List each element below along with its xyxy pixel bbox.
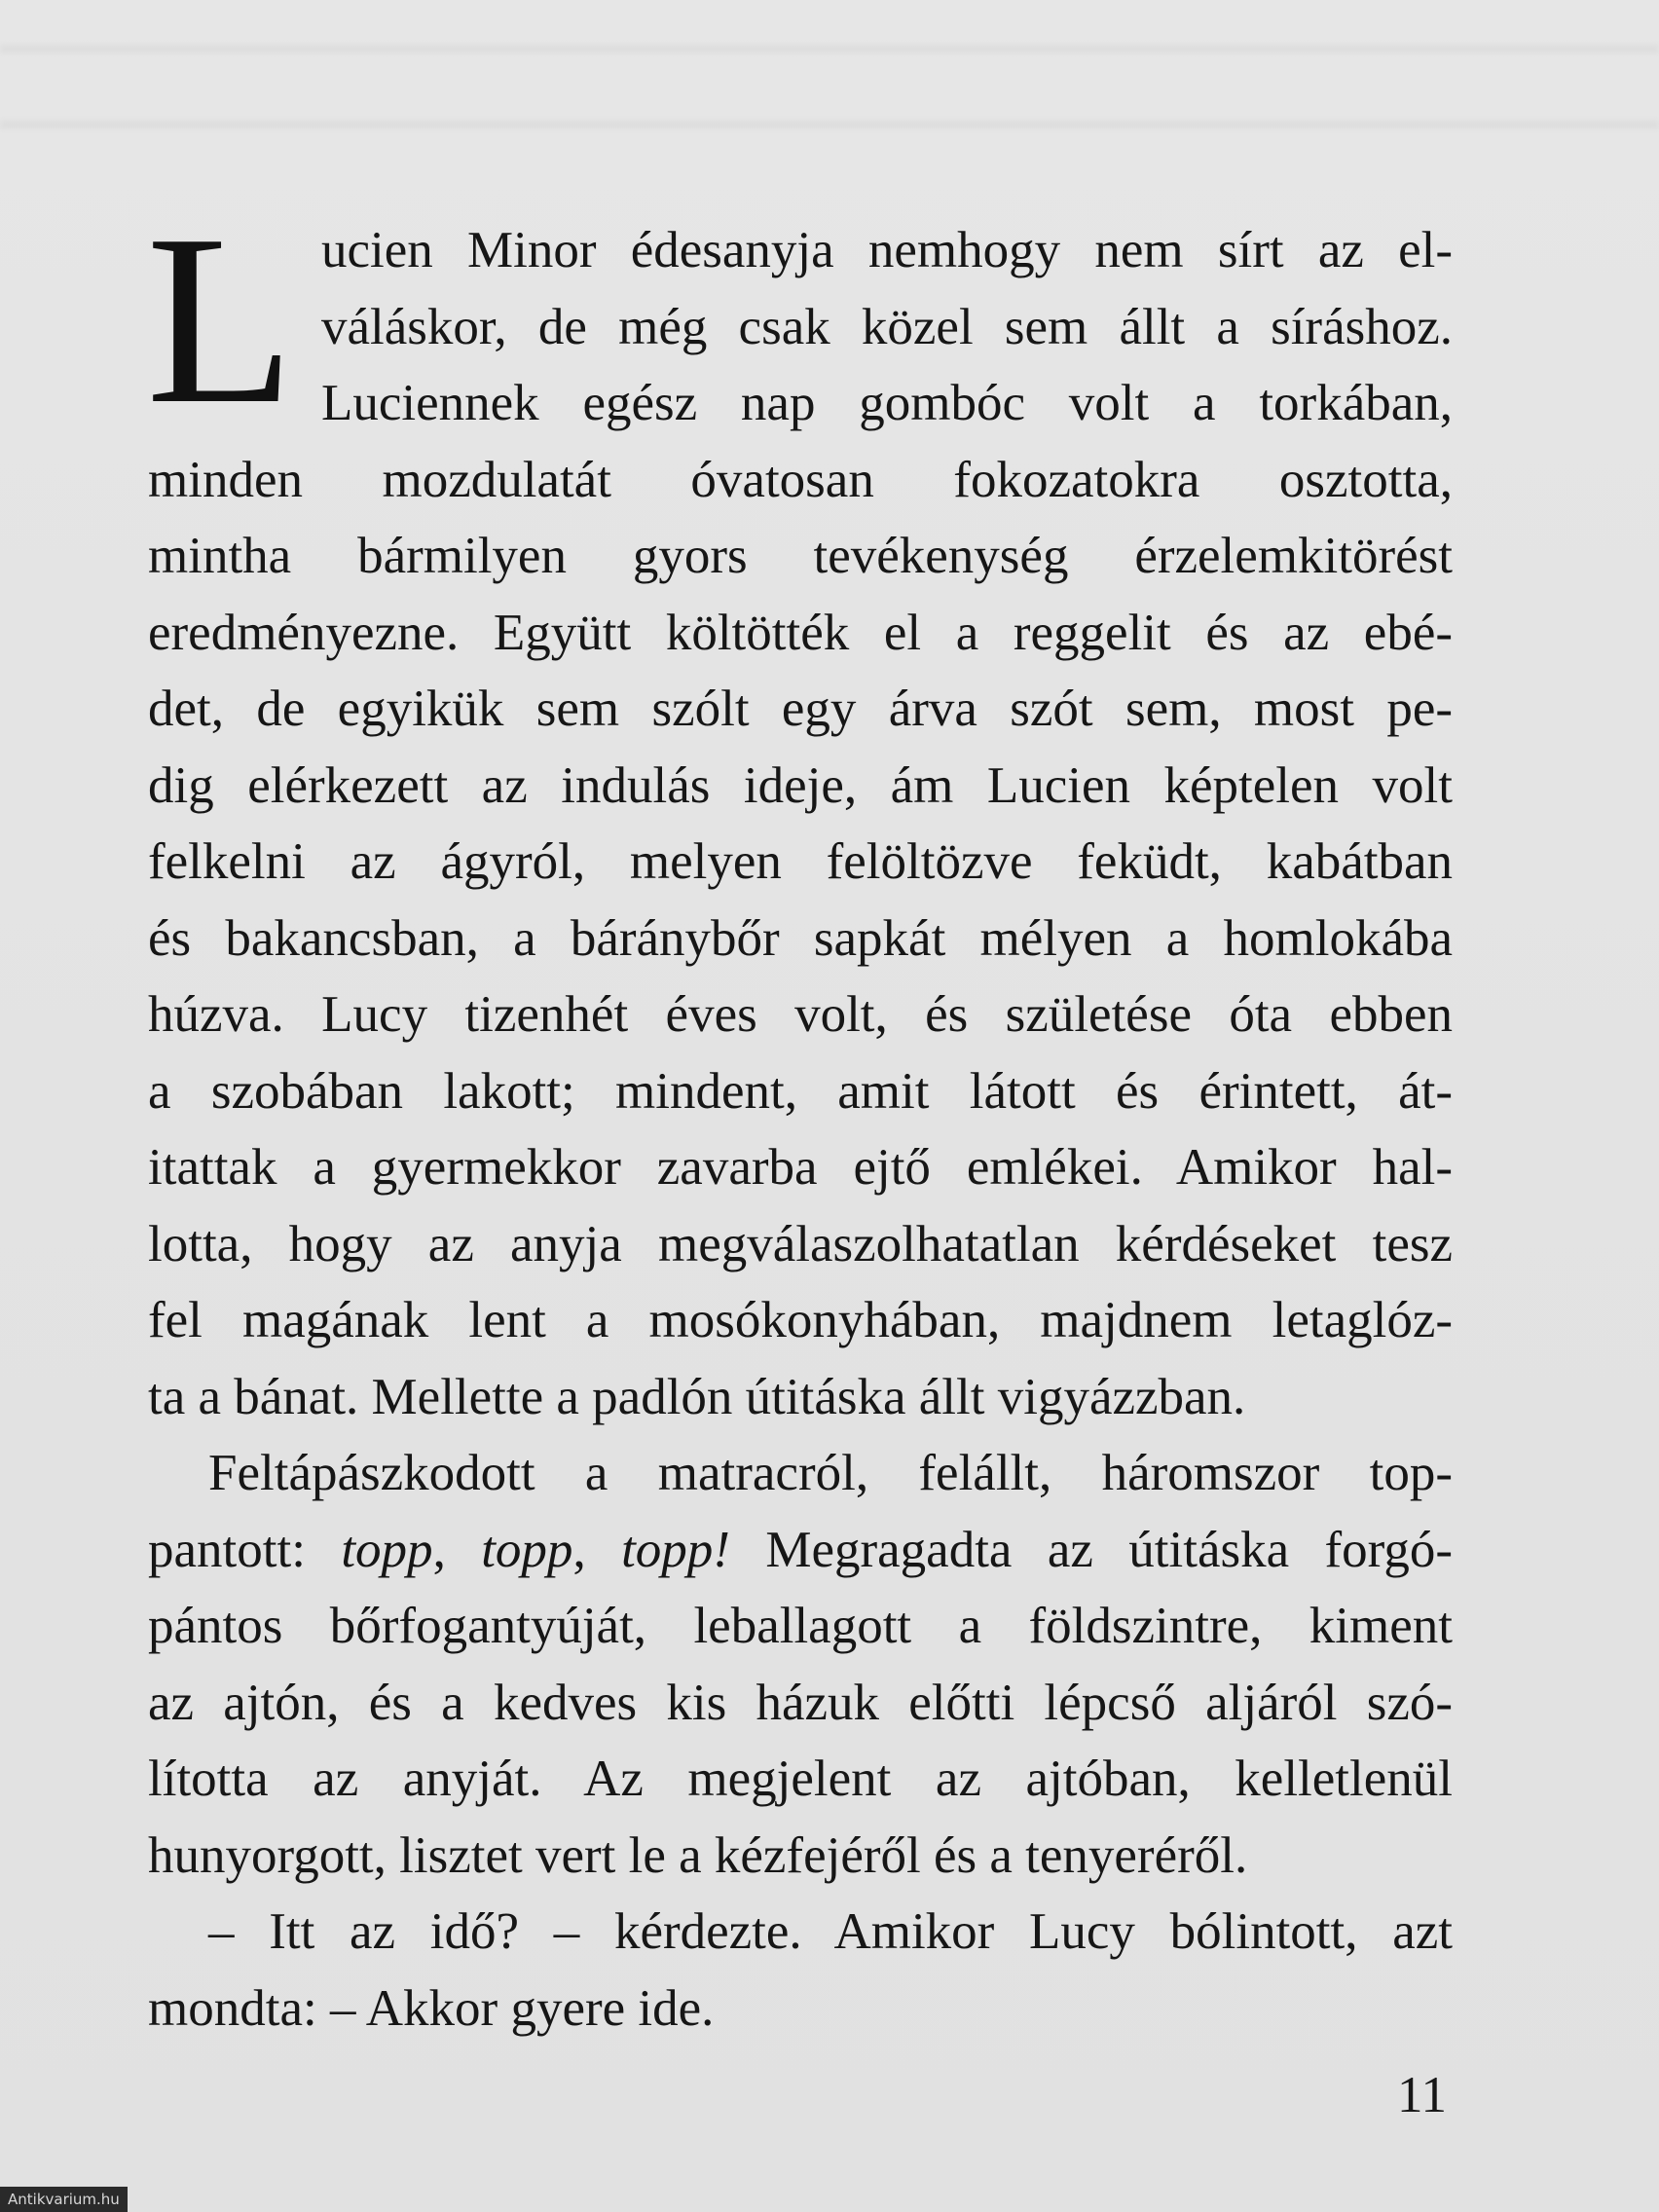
- text-line: és bakancsban, a báránybőr sapkát mélyen a homlokába: [148, 909, 1453, 967]
- text-line: itattak a gyermekkor zavarba ejtő emlékei. Amikor hal-: [148, 1139, 1453, 1196]
- paragraph-1-body: [148, 442, 1453, 1436]
- text-line: – Itt az idő? – kérdezte. Amikor Lucy bólintott, azt: [208, 1903, 1453, 1960]
- text-line: lította az anyját. Az megjelent az ajtóban, kelletlenül: [148, 1751, 1453, 1807]
- text-line: a szobában lakott; mindent, amit látott és érintett, át-: [148, 1062, 1453, 1120]
- italic-text: topp: [341, 1521, 433, 1578]
- text-line-with-italics: [148, 1512, 1453, 1589]
- text-line: az ajtón, és a kedves kis házuk előtti lépcső aljáról szó-: [148, 1674, 1453, 1731]
- text-line: felkelni az ágyról, melyen felöltözve feküdt, kabátban: [148, 833, 1453, 890]
- text-span: Megragadta az útitáska forgó-: [729, 1521, 1453, 1578]
- text-line: húzva. Lucy tizenhét éves volt, és születése óta ebben: [148, 986, 1453, 1043]
- text-line: mintha bármilyen gyors tevékenység érzelemkitörést: [148, 528, 1453, 584]
- text-line: hunyorgott, lisztet vert le a kézfejéről és a tenyeréről.: [148, 1826, 1248, 1884]
- paragraph-3: [148, 1894, 1453, 2046]
- drop-cap: L: [146, 185, 295, 455]
- text-line: váláskor, de még csak közel sem állt a síráshoz.: [321, 298, 1453, 355]
- text-line: pántos bőrfogantyúját, leballagott a földszintre, kiment: [148, 1598, 1453, 1654]
- paragraph-2: [148, 1435, 1453, 1894]
- text-line: det, de egyikük sem szólt egy árva szót sem, most pe-: [148, 681, 1453, 737]
- text-line: ta a bánat. Mellette a padlón útitáska állt vigyázzban.: [148, 1368, 1246, 1425]
- text-line: minden mozdulatát óvatosan fokozatokra osztotta,: [148, 451, 1453, 508]
- text-line: ucien Minor édesanyja nemhogy nem sírt az el-: [321, 222, 1453, 278]
- watermark: Antikvarium.hu: [0, 2187, 128, 2212]
- italic-text: topp!: [621, 1521, 730, 1578]
- text-line: eredményezne. Együtt költötték el a reggelit és az ebé-: [148, 604, 1453, 661]
- text-line: Feltápászkodott a matracról, felállt, háromszor top-: [208, 1445, 1453, 1501]
- paragraph-1-opening: [146, 185, 1453, 455]
- text-line: fel magának lent a mosókonyhában, majdnem letaglóz-: [148, 1292, 1453, 1348]
- text-span: ,: [432, 1521, 482, 1578]
- bleed-through-text: [0, 0, 1659, 195]
- text-line: mondta: – Akkor gyere ide.: [148, 1979, 715, 2037]
- text-line: Luciennek egész nap gombóc volt a torkában,: [321, 375, 1453, 431]
- text-line: lotta, hogy az anyja megválaszolhatatlan kérdéseket tesz: [148, 1215, 1453, 1272]
- text-span: pantott:: [148, 1521, 342, 1578]
- text-line: dig elérkezett az indulás ideje, ám Lucien képtelen volt: [148, 756, 1453, 814]
- italic-text: topp: [481, 1521, 573, 1578]
- text-span: ,: [572, 1521, 622, 1578]
- body-text: [146, 185, 1453, 2046]
- page-number: 11: [1396, 2067, 1447, 2123]
